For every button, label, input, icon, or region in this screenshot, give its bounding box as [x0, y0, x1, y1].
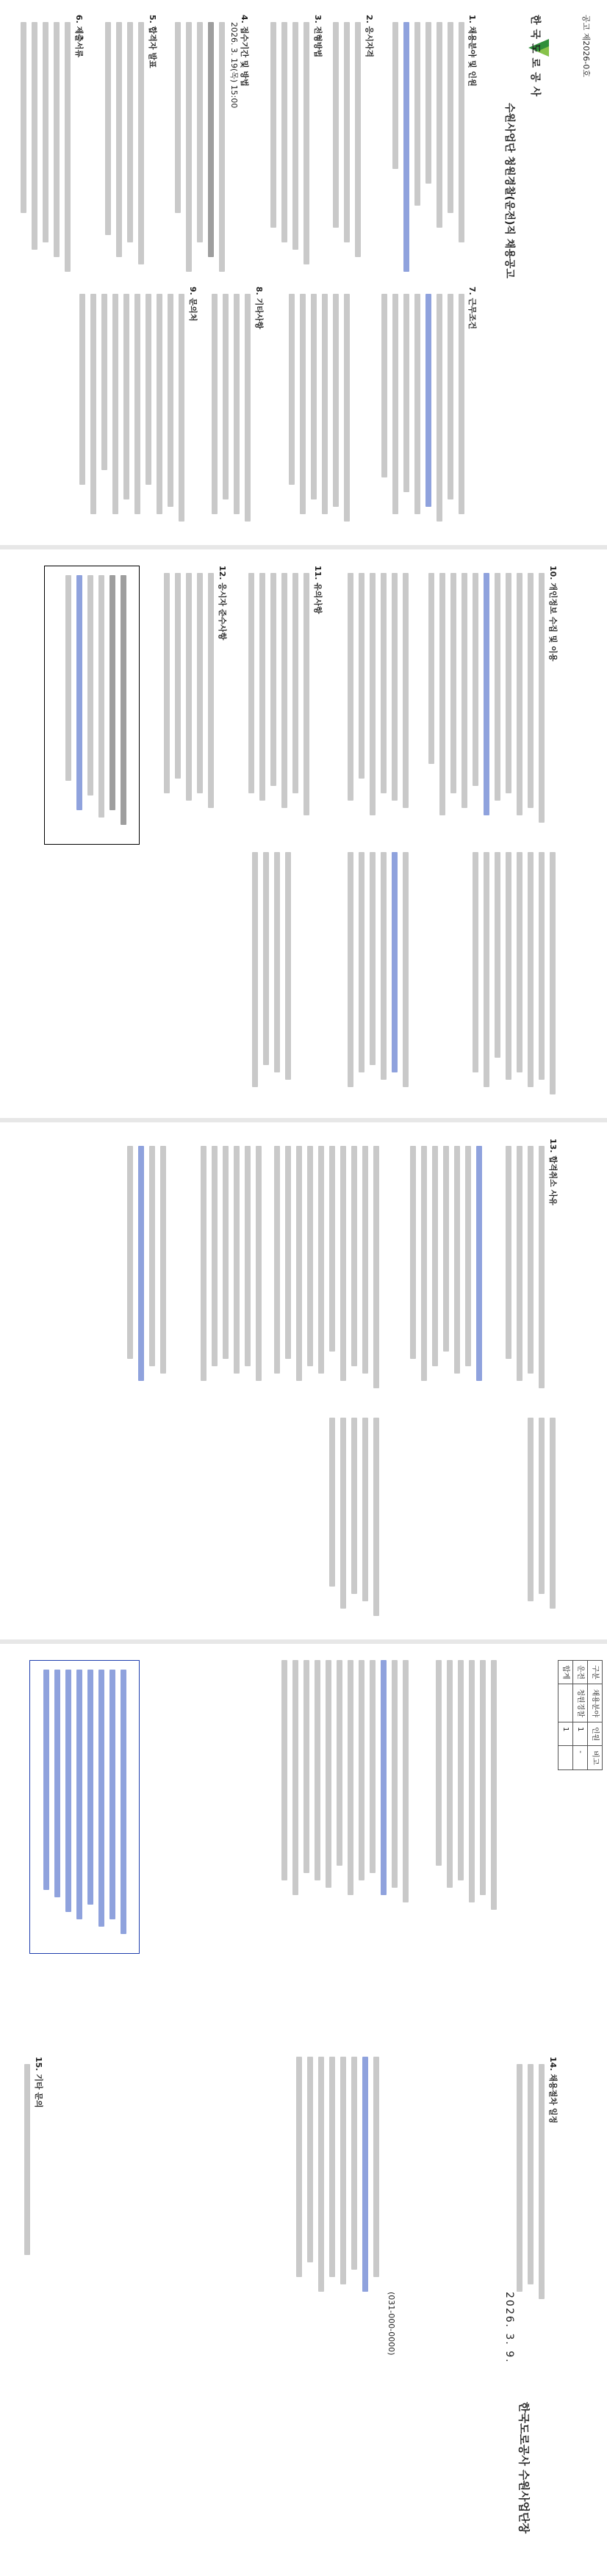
- page-2: [0, 551, 607, 1116]
- section-heading-12: 12. 응시자 준수사항: [218, 566, 227, 641]
- data-table-wrap: [558, 1660, 603, 1770]
- table-cell: 청원경찰: [573, 1684, 588, 1722]
- section-heading-11: 11. 유의사항: [313, 566, 323, 614]
- section-8-body: [209, 294, 254, 522]
- table-header-cell: 구분: [588, 1661, 603, 1684]
- section-heading-9: 9. 문의처: [188, 286, 198, 322]
- table-row: [573, 1661, 588, 1770]
- table-header-cell: 인원: [588, 1722, 603, 1745]
- table-header-cell: 채용분야: [588, 1684, 603, 1722]
- contact-phone: (031-000-0000): [387, 2292, 396, 2356]
- section-14-body: [514, 2064, 547, 2299]
- doc-number: 공고 제2026-0호: [581, 15, 591, 77]
- table-cell: 1: [558, 1722, 573, 1745]
- table-cell: -: [573, 1746, 588, 1769]
- section-heading-15: 15. 기타 문의: [34, 2057, 43, 2108]
- table-cell: 1: [573, 1722, 588, 1745]
- table-cell: [558, 1684, 573, 1722]
- section-heading-2: 2. 응시자격: [364, 15, 374, 58]
- table-row: [558, 1661, 573, 1770]
- data-table: [558, 1660, 603, 1770]
- table-cell: 합계: [558, 1661, 573, 1684]
- section-2-body: [331, 22, 364, 257]
- section-heading-1: 1. 채용분야 및 인원: [467, 15, 477, 87]
- section-7-body-b: [287, 294, 353, 522]
- footer-date: 2026. 3. 9.: [503, 2292, 515, 2364]
- page-4: [0, 1645, 607, 2576]
- page-1: [0, 0, 607, 544]
- notice-box: [44, 566, 140, 845]
- section-heading-8: 8. 기타사항: [254, 286, 264, 330]
- page-2-mid-column: [345, 852, 412, 1087]
- page-3: [0, 1124, 607, 1638]
- notice-box-text: [63, 575, 129, 825]
- table-cell: 운전: [573, 1661, 588, 1684]
- section-10-body: [426, 573, 547, 823]
- section-1-body: [390, 22, 467, 272]
- table-cell: [558, 1746, 573, 1769]
- table-header-row: [588, 1661, 603, 1770]
- page-3-column-c: [272, 1146, 382, 1388]
- section-4-body: [173, 22, 228, 272]
- section-heading-7: 7. 근무조건: [467, 286, 477, 330]
- section-3-body: [268, 22, 312, 264]
- section-heading-3: 3. 전형방법: [313, 15, 323, 58]
- page-2-right-column: [470, 852, 558, 1094]
- section-heading-4: 4. 접수기간 및 방법: [240, 15, 249, 87]
- section-6-body: [18, 22, 73, 272]
- page-4-column-a: [434, 1660, 500, 1910]
- footer-signature: 한국도로공사 수원사업단장: [517, 2402, 531, 2534]
- section-heading-14: 14. 채용절차 일정: [548, 2057, 558, 2124]
- section-13-body-b: [408, 1146, 485, 1381]
- page-2-lower-column: [250, 852, 294, 1087]
- section-7-body: [379, 294, 467, 522]
- section-heading-10: 10. 개인정보 수집 및 이용: [548, 566, 558, 662]
- table-header-cell: 비고: [588, 1746, 603, 1769]
- section-15-body: [22, 2064, 33, 2255]
- page-3-lower-column-b: [327, 1418, 382, 1616]
- page-separator-3: [0, 1639, 607, 1644]
- page-3-column-d: [198, 1146, 265, 1381]
- page-title: 수원사업단 청원경찰(운전)직 채용공고: [503, 103, 515, 278]
- section-heading-13: 13. 합격취소 사유: [548, 1139, 558, 1205]
- page-separator-1: [0, 545, 607, 549]
- page-4-column-b: [279, 1660, 412, 1902]
- section-12-body: [162, 573, 217, 808]
- section-5-body: [103, 22, 147, 264]
- section-13-body: [503, 1146, 547, 1388]
- page-3-lower-column: [525, 1418, 558, 1609]
- page-separator-2: [0, 1118, 607, 1122]
- agency-name: 한국도로공사: [529, 15, 541, 101]
- info-box: [29, 1660, 140, 1954]
- info-box-text: [41, 1670, 129, 1934]
- section-9-body: [77, 294, 187, 522]
- page-3-column-e: [125, 1146, 169, 1381]
- schedule-period: 2026. 3. 19(목) 15:00: [229, 22, 239, 109]
- section-11-body: [246, 573, 312, 815]
- section-10-body-b: [345, 573, 412, 815]
- section-heading-5: 5. 합격자 발표: [148, 15, 157, 68]
- page-4-column-c: [294, 2057, 382, 2292]
- section-heading-6: 6. 제출서류: [74, 15, 84, 58]
